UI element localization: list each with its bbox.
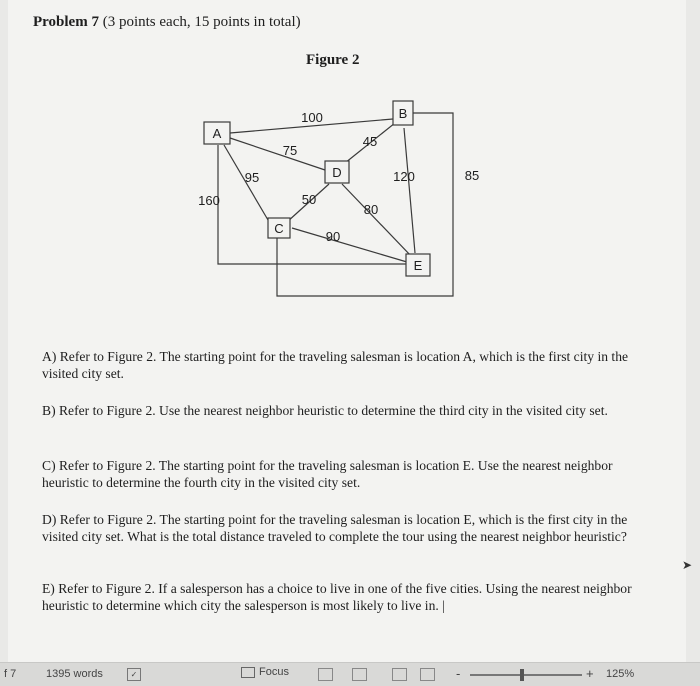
node-e-label: E xyxy=(413,258,423,273)
edge-a-d xyxy=(230,138,325,170)
problem-title-bold: Problem 7 xyxy=(33,14,99,30)
edge-label-ae: 160 xyxy=(198,193,220,208)
proofing-icon[interactable]: ✓ xyxy=(127,668,141,681)
node-c-label: C xyxy=(274,221,284,236)
edge-label-de: 80 xyxy=(363,202,379,217)
edge-label-ad: 75 xyxy=(282,143,298,158)
word-count[interactable]: 1395 words xyxy=(46,668,103,680)
edge-label-ac: 95 xyxy=(244,170,260,185)
zoom-in-button[interactable]: + xyxy=(586,666,594,681)
question-c: C) Refer to Figure 2. The starting point for the traveling salesman is location E. Use the nearest neighbor heuristic to determine the fourth city in the visited city set. xyxy=(42,458,613,490)
focus-icon xyxy=(241,667,255,678)
problem-title-rest: (3 points each, 15 points in total) xyxy=(98,14,301,30)
focus-button[interactable] xyxy=(241,666,289,682)
page-indicator[interactable]: f 7 xyxy=(4,668,17,680)
zoom-slider-track[interactable] xyxy=(470,674,582,676)
edge-label-bc: 85 xyxy=(464,168,480,183)
read-mode-icon[interactable] xyxy=(352,668,367,681)
question-a: A) Refer to Figure 2. The starting point for the traveling salesman is location A, which is the first city in the visited city set. xyxy=(42,349,629,381)
status-bar xyxy=(0,662,700,686)
zoom-out-button[interactable]: - xyxy=(456,666,461,681)
print-layout-icon[interactable] xyxy=(318,668,333,681)
edge-label-bd: 45 xyxy=(362,134,378,149)
question-d: D) Refer to Figure 2. The starting point for the traveling salesman is location E, which is the first city in the visited city set. What is the total distance traveled to complete the tour using the nearest neighbor heuristic? xyxy=(42,512,628,544)
edge-b-e xyxy=(404,128,415,253)
node-a-label: A xyxy=(212,126,222,141)
web-layout-icon[interactable] xyxy=(392,668,407,681)
mouse-pointer-icon: ➤ xyxy=(682,558,693,572)
outline-view-icon[interactable] xyxy=(420,668,435,681)
network-diagram xyxy=(0,0,700,340)
zoom-level[interactable]: 125% xyxy=(606,668,635,680)
focus-label: Focus xyxy=(259,666,289,678)
edge-label-ab: 100 xyxy=(301,110,323,125)
node-d-label: D xyxy=(332,165,342,180)
edge-label-be: 120 xyxy=(393,169,415,184)
zoom-slider-thumb[interactable] xyxy=(520,669,524,681)
question-e[interactable]: E) Refer to Figure 2. If a salesperson has a choice to live in one of the five cities. Using the nearest neighbor heuristic to determine which city the salesperson is most likely to live in. | xyxy=(42,581,632,613)
question-b: B) Refer to Figure 2. Use the nearest neighbor heuristic to determine the third city in the visited city set. xyxy=(42,403,608,418)
edge-label-cd: 50 xyxy=(301,192,317,207)
node-b-label: B xyxy=(398,106,408,121)
edge-label-ce: 90 xyxy=(325,229,341,244)
figure-title: Figure 2 xyxy=(306,52,360,68)
